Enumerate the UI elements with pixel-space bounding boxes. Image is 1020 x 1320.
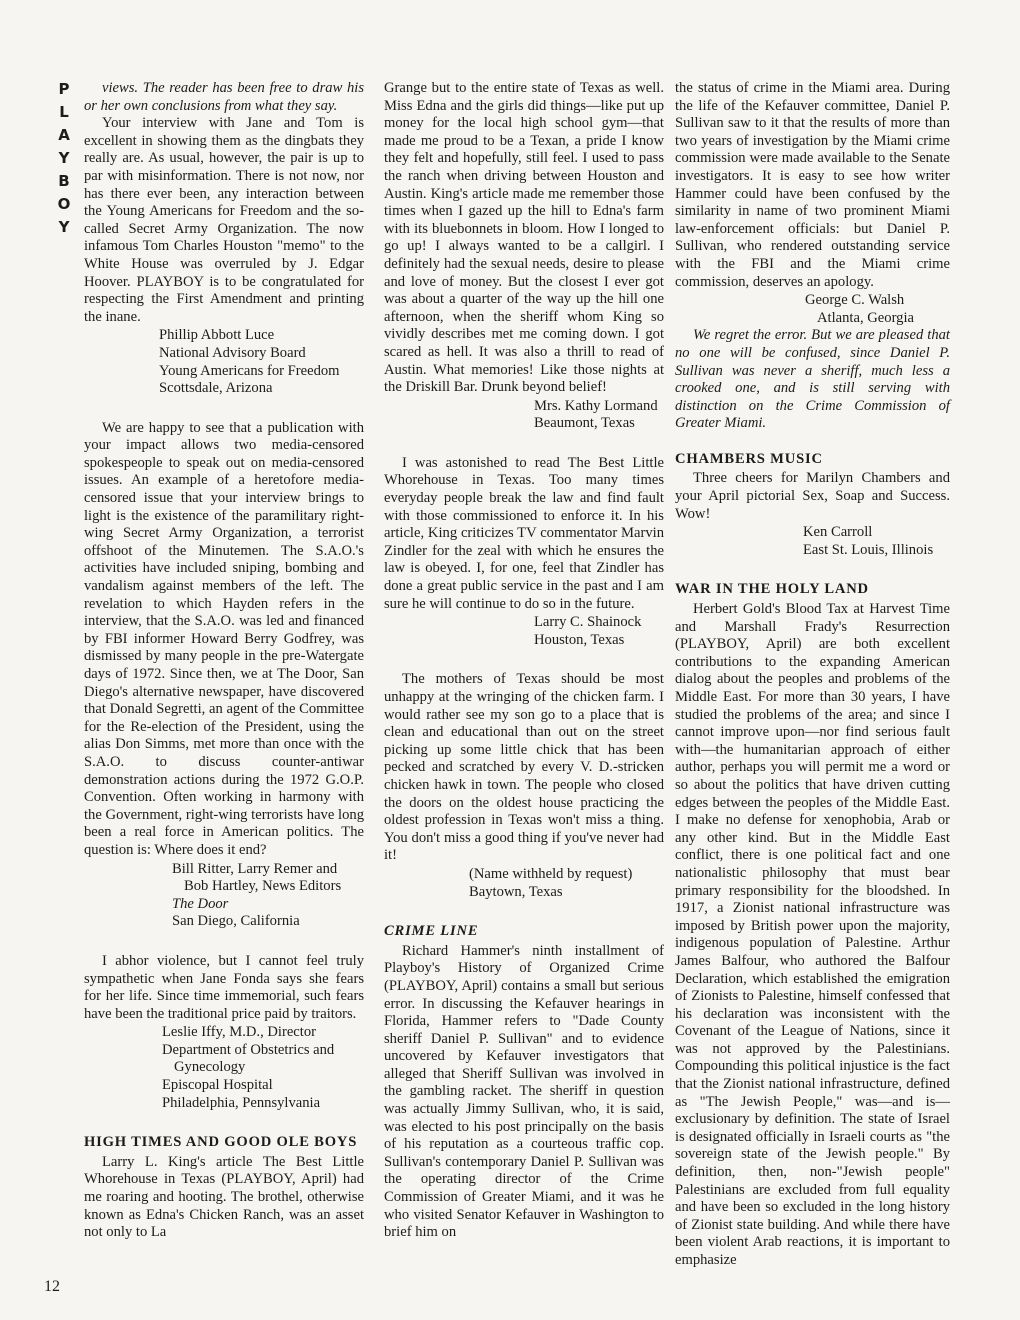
sig-line: Philadelphia, Pennsylvania	[162, 1094, 321, 1111]
column-1	[84, 80, 364, 1242]
brand-letter: P	[58, 80, 70, 98]
letter-luce	[84, 115, 364, 398]
sig-line: Leslie Iffy, M.D., Director	[162, 1024, 316, 1041]
sig-line: Houston, Texas	[534, 631, 625, 648]
letter-carroll	[675, 470, 950, 559]
letter-body: I abhor violence, but I cannot feel truly sympathetic when Jane Fonda says she fears for her life. Since time immemorial, such fears have been the traditional price paid by traitors.	[84, 952, 364, 1022]
letter-walsh	[675, 80, 950, 433]
letter-signature	[84, 327, 364, 397]
brand-letter: B	[58, 172, 70, 190]
letter-body: I was astonished to read The Best Little Whorehouse in Texas. Too many times everyday people break the law and find fault with those commissioned to enforce it. In his article, King criticizes TV commentator Marvin Zindler for the zeal with which he ensures the law is obeyed. I, for one, feel that Zindler has done a great public service in the past and I am sure he will continue to do so in the future.	[384, 454, 664, 612]
brand-letter: Y	[58, 218, 70, 236]
brand-letter: A	[58, 126, 70, 144]
sig-line: George C. Walsh	[805, 292, 905, 309]
sig-line: Department of Obstetrics and	[162, 1041, 335, 1058]
sig-line: (Name withheld by request)	[469, 865, 633, 882]
letter-the-door	[84, 420, 364, 931]
section-heading: WAR IN THE HOLY LAND	[675, 581, 869, 598]
sig-line: Beaumont, Texas	[534, 415, 635, 432]
letter-body: Herbert Gold's Blood Tax at Harvest Time and Marshall Frady's Resurrection (PLAYBOY, April) are both excellent contributions to the expanding American dialog about the peoples and problems of the Middle East. For more than 30 years, I have studied the problems of the area; and since I cannot improve upon—nor find serious fault with—the humanitarian approach of either author, perhaps you will permit me a word or so about the politics that have driven cutting edges between the peoples of the Middle East. I make no defense for xenophobia, Arab or any other kind. But in the Middle East conflict, there is one political fact and one nationalistic philosophy that must bear primary responsibility for the bloodshed. In 1917, a Zionist national infrastructure was imposed by British power upon the majority, indigenous population of Palestine. Arthur James Balfour, who authored the Balfour Declaration, which established the emigration of Zionists to Palestine, himself confessed that his declaration was inconsistent with the Covenant of the League of Nations, since it was not approved by the Palestinians. Compounding this political injustice is the fact that the Zionist national infrastructure, defined as "The Jewish People," was—and is—exclusionary by definition. The state of Israel is designated officially in Israeli courts as "the sovereign state of the Jewish people." By definition, then, non-"Jewish people" Palestinians are excluded from full equality and have been so excluded in the long history of Zionist state building. And while there have been violent Arab reactions, it is important to emphasize	[675, 601, 950, 1268]
sig-line: Phillip Abbott Luce	[159, 327, 275, 344]
sig-line: San Diego, California	[172, 913, 300, 930]
sig-line: Bill Ritter, Larry Remer and	[172, 860, 338, 877]
letter-iffy	[84, 953, 364, 1112]
sig-line: Gynecology	[174, 1059, 246, 1076]
letter-shainock	[384, 455, 664, 650]
brand-letter: O	[57, 195, 71, 213]
letter-signature	[384, 866, 664, 901]
sig-line: East St. Louis, Illinois	[803, 541, 934, 558]
brand-letter: Y	[58, 149, 70, 167]
letter-body: Three cheers for Marilyn Chambers and your April pictorial Sex, Soap and Success. Wow!	[675, 470, 950, 522]
letter-signature	[84, 1024, 364, 1112]
letter-body: Richard Hammer's ninth installment of Playboy's History of Organized Crime (PLAYBOY, April) contains a small but serious error. In discussing the Kefauver hearings in Florida, Hammer refers to "Dade County sheriff Daniel P. Sullivan" and to evidence uncovered by Kefauver investigators that alleged that Sheriff Sullivan was involved in the gambling racket. The sheriff in question was actually Jimmy Sullivan, who, it is said, was elected to his post principally on the basis of his reputation as a courteous traffic cop. Sullivan's contemporary Daniel P. Sullivan was the operating director of the Crime Commission of Greater Miami, and it was he who visited Senator Kefauver in Washington to brief him on	[384, 942, 664, 1241]
column-3	[675, 80, 950, 1270]
sig-line: Mrs. Kathy Lormand	[534, 397, 658, 414]
editor-reply: We regret the error. But we are pleased that no one will be confused, since Daniel P. Sullivan was never a sheriff, much less a crooked one, and is still serving with distinction on the Crime Commission of Greater Miami.	[675, 327, 950, 432]
section-heading: HIGH TIMES AND GOOD OLE BOYS	[84, 1134, 358, 1151]
sig-line: Larry C. Shainock	[534, 614, 642, 631]
section-heading: CHAMBERS MUSIC	[675, 450, 823, 467]
column-2	[384, 80, 664, 1242]
letter-body: Grange but to the entire state of Texas as well. Miss Edna and the girls did things—like put up money for the local high school gym—that made me proud to be a Texan, a pride I know they felt and hopefully, still feel. I used to pass the ranch when driving between Houston and Austin. King's article made me remember those times when I gazed up the hill to Edna's farm with its bluebonnets in bloom. How I longed to go up! I always wanted to be a callgirl. I definitely had the sexual needs, desire to please and love of money. But the closest I ever got was about a quarter of the way up the hill one afternoon, when the sheriff whom King so vividly describes met me coming down. I got scared as hell. It was also a thrill to read of Austin. What memories! Like those nights at the Driskill Bar. Drunk beyond belief!	[384, 80, 664, 396]
section-heading: CRIME LINE	[384, 923, 479, 940]
page-number: 12	[44, 1278, 60, 1295]
letter-signature	[384, 398, 664, 433]
letter-lormand	[384, 80, 664, 433]
sig-line: Young Americans for Freedom	[159, 362, 340, 379]
letter-signature	[675, 292, 950, 327]
letter-body: The mothers of Texas should be most unhappy at the wringing of the chicken farm. I would rather see my son go to a place that is clean and educational than out on the street picking up some little chick that has been pecked and scratched by every V. D.-stricken chicken hawk in town. The people who closed the doors on the oldest house practicing the oldest profession in Texas won't miss a thing. You don't miss a good thing if you've never had it!	[384, 671, 664, 864]
sig-line: The Door	[172, 895, 229, 912]
letter-body: the status of crime in the Miami area. During the life of the Kefauver committee, Daniel P. Sullivan saw to it that the results of more than two years of investigation by the Miami crime commission were made available to the Senate investigators. It is easy to see how writer Hammer could have been confused by the similarity in name of two prominent Miami law-enforcement officials: but Daniel P. Sullivan, who rendered outstanding service with the FBI and the Miami crime commission, deserves an apology.	[675, 80, 950, 290]
letter-signature	[675, 524, 950, 559]
letter-body: We are happy to see that a publication with your impact allows two media-censored spokespeople to speak out on media-censored issues. An example of a heretofore media-censored issue that your interview brings to light is the existence of the paramilitary right-wing Secret Army Organization, a terrorist offshoot of the Minutemen. The S.A.O.'s activities have included sniping, bombing and vandalism against members of the left. The revelation to which Hayden refers in the interview, that the S.A.O. was led and financed by FBI informer Howard Berry Godfrey, was dismissed by many people in the pre-Watergate days of 1972. Since then, we at The Door, San Diego's alternative newspaper, have discovered that Donald Segretti, an agent of the Committee for the Re-election of the President, using the alias Don Simms, met more than once with the S.A.O. to discuss counter-antiwar demonstration actions during the 1972 G.O.P. Convention. Often working in harmony with the Government, right-wing terrorists have long been a real force in American politics. The question is: Where does it end?	[84, 419, 364, 858]
sig-line: Bob Hartley, News Editors	[184, 878, 342, 895]
sig-line: Atlanta, Georgia	[817, 309, 914, 326]
editor-note: views. The reader has been free to draw his or her own conclusions from what they say.	[84, 80, 364, 114]
sig-line: National Advisory Board	[159, 344, 306, 361]
brand-letter: L	[59, 103, 69, 121]
sig-line: Scottsdale, Arizona	[159, 380, 273, 397]
letter-body: Larry L. King's article The Best Little Whorehouse in Texas (PLAYBOY, April) had me roaring and hooting. The brothel, otherwise known as Edna's Chicken Ranch, was an asset not only to La	[84, 1153, 364, 1241]
sig-line: Ken Carroll	[803, 524, 873, 541]
sig-line: Episcopal Hospital	[162, 1077, 273, 1094]
letter-body: Your interview with Jane and Tom is excellent in showing them as the dingbats they really are. As usual, however, the pair is up to par with misinformation. There is not now, nor has there ever been, any interaction between the Young Americans for Freedom and the so-called Secret Army Organization. The now infamous Tom Charles Houston "memo" to the White House was overruled by J. Edgar Hoover. PLAYBOY is to be congratulated for respecting the First Amendment and printing the inane.	[84, 115, 364, 325]
sig-line: Baytown, Texas	[469, 883, 563, 900]
letter-signature	[84, 861, 364, 931]
magazine-brand-vertical	[44, 78, 84, 239]
letter-baytown	[384, 671, 664, 901]
letter-signature	[384, 614, 664, 649]
